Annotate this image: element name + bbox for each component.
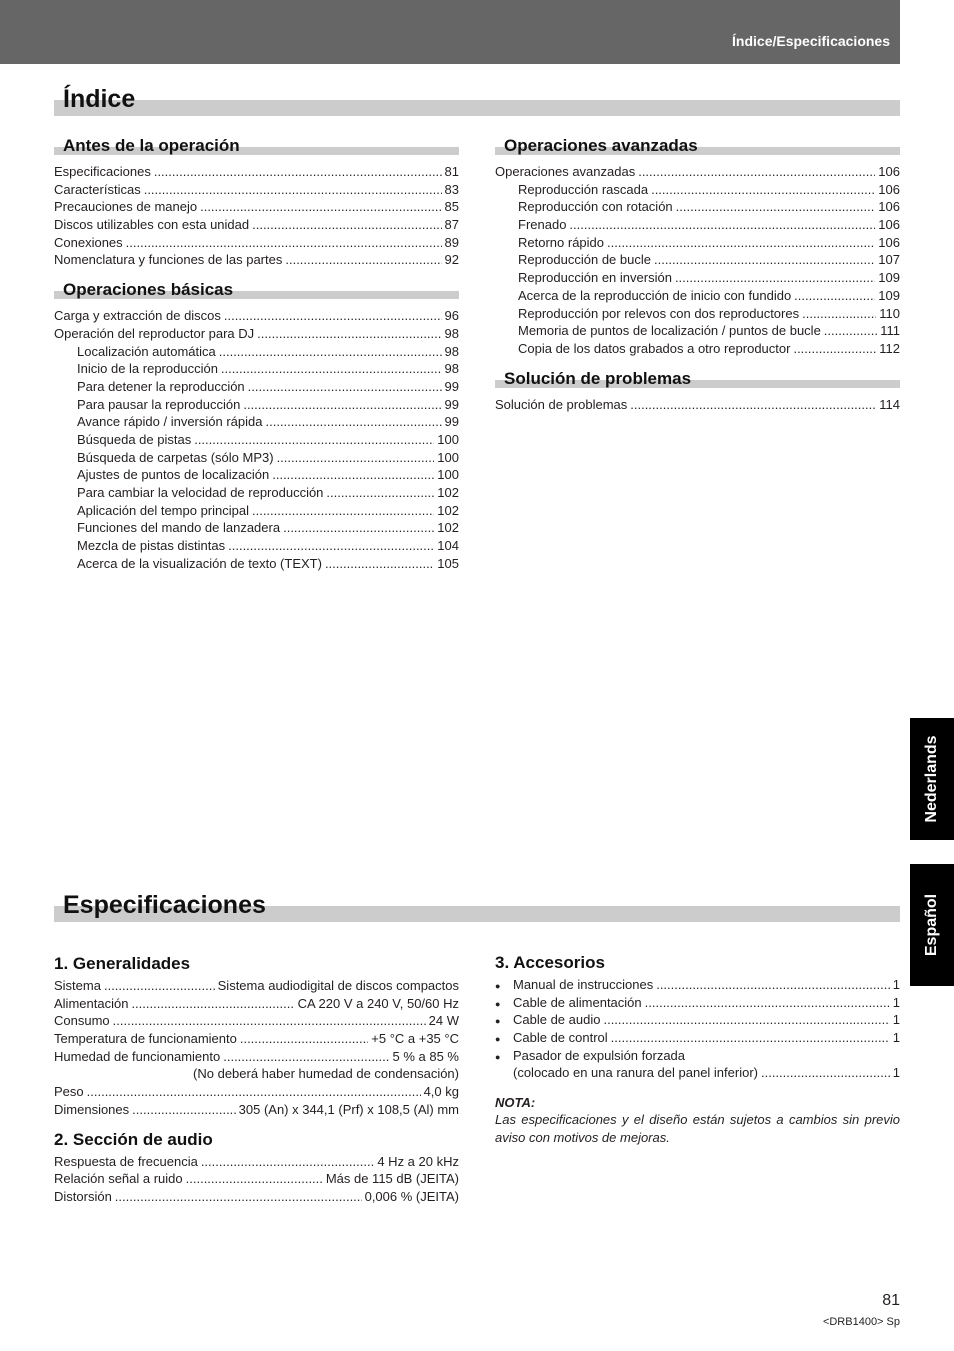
- accessory-sub-label: (colocado en una ranura del panel inferior): [513, 1065, 758, 1081]
- spec-item: [54, 1030, 459, 1048]
- specs-title: Especificaciones: [63, 891, 266, 919]
- toc-entry[interactable]: [54, 502, 459, 520]
- toc-entry[interactable]: [54, 378, 459, 396]
- spec-item-value: 305 (An) x 344,1 (Prf) x 108,5 (Al) mm: [238, 1101, 459, 1117]
- toc-section-title: Operaciones básicas: [63, 280, 234, 300]
- toc-entry-label: Nomenclatura y funciones de las partes: [54, 252, 283, 268]
- toc-entry-value: 106: [878, 164, 900, 179]
- spec-item: [54, 977, 459, 995]
- toc-entry-label: Para cambiar la velocidad de reproducción: [77, 485, 324, 500]
- toc-entry-label: Funciones del mando de lanzadera: [77, 520, 281, 536]
- toc-entry-label: Mezcla de pistas distintas: [77, 538, 226, 554]
- audio-heading: 2. Sección de audio: [54, 1129, 213, 1149]
- spec-item: [54, 995, 459, 1013]
- toc-entry[interactable]: [495, 340, 900, 358]
- toc-entry-label: Avance rápido / inversión rápida: [77, 414, 263, 430]
- accessory-item-value: 1: [892, 1030, 900, 1046]
- toc-entry-value: 109: [878, 270, 900, 286]
- toc-entry-label: Frenado: [518, 217, 567, 233]
- toc-entry-value: 99: [444, 396, 459, 412]
- toc-entry-label: Reproducción de bucle: [518, 252, 651, 268]
- toc-entry-value: 106: [878, 234, 900, 250]
- accessory-label: Pasador de expulsión forzada: [513, 1047, 686, 1063]
- toc-entry-label: Localización automática: [77, 343, 216, 359]
- toc-entry-label: Memoria de puntos de localización / puntos de bucle: [518, 323, 821, 339]
- toc-entry-value: 98: [444, 325, 459, 341]
- toc-entry-value: 92: [444, 252, 459, 268]
- toc-entry-value: 112: [879, 340, 900, 356]
- accessory-item-label: Manual de instrucciones: [513, 977, 654, 992]
- note-text: Las especificaciones y el diseño están sujetos a cambios sin previo aviso con motivos de mejoras.: [495, 1112, 900, 1146]
- accessory-item-value: 1: [892, 994, 900, 1010]
- toc-entry[interactable]: [54, 449, 459, 467]
- bullet-icon: ●: [495, 981, 501, 991]
- toc-entry-value: 109: [878, 287, 900, 303]
- bullet-icon: ●: [495, 998, 501, 1009]
- accessory-item-label: Cable de alimentación: [513, 994, 642, 1010]
- bullet-icon: ●: [495, 1016, 501, 1027]
- toc-entry[interactable]: [54, 413, 459, 431]
- header-title: Índice/Especificaciones: [732, 33, 890, 49]
- toc-entry[interactable]: [54, 519, 459, 537]
- toc-entry-value: 96: [444, 308, 459, 324]
- toc-entry[interactable]: [54, 360, 459, 378]
- toc-entry[interactable]: [54, 181, 459, 199]
- bullet-icon: ●: [495, 1051, 501, 1062]
- header-bar: [0, 0, 900, 64]
- toc-entry[interactable]: [495, 287, 900, 305]
- tab-espanol-label: Español: [923, 893, 940, 957]
- toc-entry-value: 87: [444, 217, 459, 233]
- accessory-item: [495, 1011, 900, 1029]
- tab-nederlands[interactable]: [910, 718, 954, 840]
- accessory-item-sub: [495, 1064, 900, 1082]
- spec-item-value: 4 Hz a 20 kHz: [377, 1153, 459, 1169]
- toc-entry[interactable]: [54, 555, 459, 573]
- spec-item-label: Peso: [54, 1084, 84, 1100]
- toc-entry-label: Búsqueda de pistas: [77, 431, 192, 447]
- toc-entry-value: 100: [437, 431, 459, 447]
- spec-item-label: Humedad de funcionamiento: [54, 1048, 221, 1064]
- toc-entry-value: 100: [437, 449, 459, 465]
- toc-entry[interactable]: [495, 322, 900, 340]
- spec-item-value: +5 °C a +35 °C: [371, 1031, 459, 1047]
- toc-entry-value: 83: [444, 181, 459, 197]
- spec-item-label: Distorsión: [54, 1188, 112, 1204]
- spec-item: [54, 1012, 459, 1030]
- toc-entry[interactable]: [54, 396, 459, 414]
- specs-right-column: [495, 953, 900, 1147]
- spec-item-label: Respuesta de frecuencia: [54, 1153, 198, 1169]
- toc-entry-value: 111: [880, 323, 900, 339]
- spec-item-value: 5 % a 85 %: [392, 1048, 459, 1064]
- toc-entry-value: 99: [444, 414, 459, 430]
- accessory-item-label: Cable de control: [513, 1030, 608, 1046]
- toc-entry-label: Inicio de la reproducción: [77, 361, 218, 377]
- toc-entry-value: 98: [444, 361, 459, 377]
- toc-entry-label: Retorno rápido: [518, 234, 604, 250]
- toc-entry-label: Copia de los datos grabados a otro reproductor: [518, 340, 791, 356]
- toc-entry[interactable]: [54, 307, 459, 325]
- spec-item: [54, 1083, 459, 1101]
- spec-item: [54, 1048, 459, 1066]
- toc-entry[interactable]: [54, 484, 459, 502]
- accesorios-heading: 3. Accesorios: [495, 953, 605, 972]
- toc-entry-value: 98: [444, 343, 459, 359]
- toc-section-title: Operaciones avanzadas: [504, 136, 698, 155]
- toc-entry-value: 85: [444, 199, 459, 215]
- toc-entry-label: Operación del reproductor para DJ: [54, 325, 255, 341]
- toc-section-heading: [54, 137, 459, 159]
- toc-entry-label: Aplicación del tempo principal: [77, 502, 249, 518]
- spec-item-value: CA 220 V a 240 V, 50/60 Hz: [297, 995, 459, 1011]
- accessory-item: [495, 976, 900, 994]
- toc-entry[interactable]: [495, 305, 900, 323]
- toc-entry-label: Reproducción en inversión: [518, 270, 672, 286]
- indice-title: Índice: [63, 85, 136, 113]
- toc-entry[interactable]: [495, 163, 900, 181]
- toc-section-title: Solución de problemas: [504, 368, 692, 388]
- spec-item-value: 4,0 kg: [423, 1084, 459, 1100]
- toc-entry-label: Discos utilizables con esta unidad: [54, 217, 250, 233]
- page-number: 81: [882, 1292, 900, 1309]
- toc-entry[interactable]: [54, 325, 459, 343]
- accessory-item: [495, 994, 900, 1012]
- spec-item: [54, 1101, 459, 1119]
- toc-entry[interactable]: [495, 269, 900, 287]
- toc-entry-value: 102: [437, 502, 459, 518]
- toc-entry-value: 106: [878, 181, 900, 197]
- toc-entry-value: 102: [437, 485, 459, 500]
- toc-entry-value: 114: [879, 396, 900, 412]
- toc-entry[interactable]: [54, 431, 459, 449]
- toc-entry[interactable]: [495, 198, 900, 216]
- toc-entry-value: 106: [878, 217, 900, 233]
- toc-entry-label: Especificaciones: [54, 164, 151, 179]
- toc-entry-label: Acerca de la visualización de texto (TEXT): [77, 555, 322, 571]
- accessory-item: [495, 1029, 900, 1047]
- spec-item-label: Alimentación: [54, 995, 129, 1011]
- spec-item-label: Consumo: [54, 1013, 110, 1029]
- document-code: <DRB1400> Sp: [822, 1316, 900, 1328]
- toc-section-heading: [54, 281, 459, 303]
- toc-entry[interactable]: [54, 466, 459, 484]
- toc-entry-value: 106: [878, 199, 900, 215]
- spec-item-label: Relación señal a ruido: [54, 1171, 183, 1187]
- spec-item-label: Sistema: [54, 978, 101, 993]
- toc-entry-label: Reproducción rascada: [518, 181, 649, 197]
- spec-item-label: Dimensiones: [54, 1101, 130, 1117]
- tab-nederlands-label: Nederlands: [923, 735, 940, 823]
- toc-entry-label: Operaciones avanzadas: [495, 164, 636, 179]
- toc-section-title: Antes de la operación: [63, 136, 240, 155]
- toc-entry-label: Ajustes de puntos de localización: [77, 467, 270, 483]
- specs-left-column: [54, 954, 459, 1206]
- spec-item: [54, 1153, 459, 1171]
- indice-right-column: [495, 137, 900, 413]
- toc-entry-label: Características: [54, 181, 141, 197]
- toc-entry[interactable]: [54, 163, 459, 181]
- toc-entry[interactable]: [54, 537, 459, 555]
- spec-item-value: Más de 115 dB (JEITA): [325, 1171, 459, 1187]
- toc-entry-value: 110: [879, 305, 900, 321]
- toc-entry-label: Búsqueda de carpetas (sólo MP3): [77, 449, 274, 465]
- toc-entry[interactable]: [54, 198, 459, 216]
- toc-entry-label: Reproducción con rotación: [518, 199, 673, 215]
- generalidades-heading: 1. Generalidades: [54, 954, 191, 973]
- toc-entry-value: 81: [444, 164, 459, 179]
- toc-section-heading: [495, 370, 900, 392]
- toc-entry-value: 89: [444, 234, 459, 250]
- indice-left-column: [54, 137, 459, 572]
- accessory-item-value: 1: [892, 977, 900, 992]
- toc-entry-label: Para detener la reproducción: [77, 378, 245, 394]
- toc-entry[interactable]: [495, 181, 900, 199]
- toc-entry-label: Para pausar la reproducción: [77, 396, 241, 412]
- toc-entry-label: Reproducción por relevos con dos reproductores: [518, 305, 800, 321]
- toc-entry[interactable]: [495, 234, 900, 252]
- indice-title-band: [54, 100, 900, 116]
- toc-entry[interactable]: [54, 251, 459, 269]
- spec-item: [54, 1188, 459, 1206]
- toc-entry-value: 100: [437, 467, 459, 483]
- toc-entry-label: Conexiones: [54, 234, 123, 250]
- spec-item-label: Temperatura de funcionamiento: [54, 1031, 237, 1047]
- toc-entry-label: Acerca de la reproducción de inicio con fundido: [518, 287, 792, 303]
- accessory-item-label: Cable de audio: [513, 1012, 601, 1028]
- spec-item-value: 0,006 % (JEITA): [364, 1188, 459, 1204]
- toc-entry-value: 99: [444, 378, 459, 394]
- toc-entry[interactable]: [495, 251, 900, 269]
- humidity-note: (No deberá haber humedad de condensación): [193, 1066, 459, 1082]
- toc-entry-value: 107: [878, 252, 900, 268]
- toc-entry-label: Carga y extracción de discos: [54, 308, 221, 324]
- toc-entry[interactable]: [495, 396, 900, 414]
- toc-entry[interactable]: [495, 216, 900, 234]
- toc-entry[interactable]: [54, 234, 459, 252]
- accessory-item: [495, 1047, 900, 1065]
- spec-item: [54, 1170, 459, 1188]
- toc-entry-label: Precauciones de manejo: [54, 199, 198, 215]
- toc-entry-value: 102: [437, 520, 459, 536]
- accessory-qty: 1: [892, 1065, 900, 1081]
- spec-item-value: Sistema audiodigital de discos compactos: [217, 978, 459, 993]
- accessory-item-value: 1: [892, 1012, 900, 1028]
- toc-entry-value: 105: [437, 555, 459, 571]
- note-title: NOTA:: [495, 1095, 536, 1111]
- spec-item-value: 24 W: [428, 1013, 459, 1029]
- toc-entry-value: 104: [437, 538, 459, 554]
- toc-entry[interactable]: [54, 216, 459, 234]
- toc-entry-label: Solución de problemas: [495, 396, 628, 412]
- toc-section-heading: [495, 137, 900, 159]
- bullet-icon: ●: [495, 1034, 501, 1045]
- toc-entry[interactable]: [54, 343, 459, 361]
- tab-espanol[interactable]: [910, 864, 954, 986]
